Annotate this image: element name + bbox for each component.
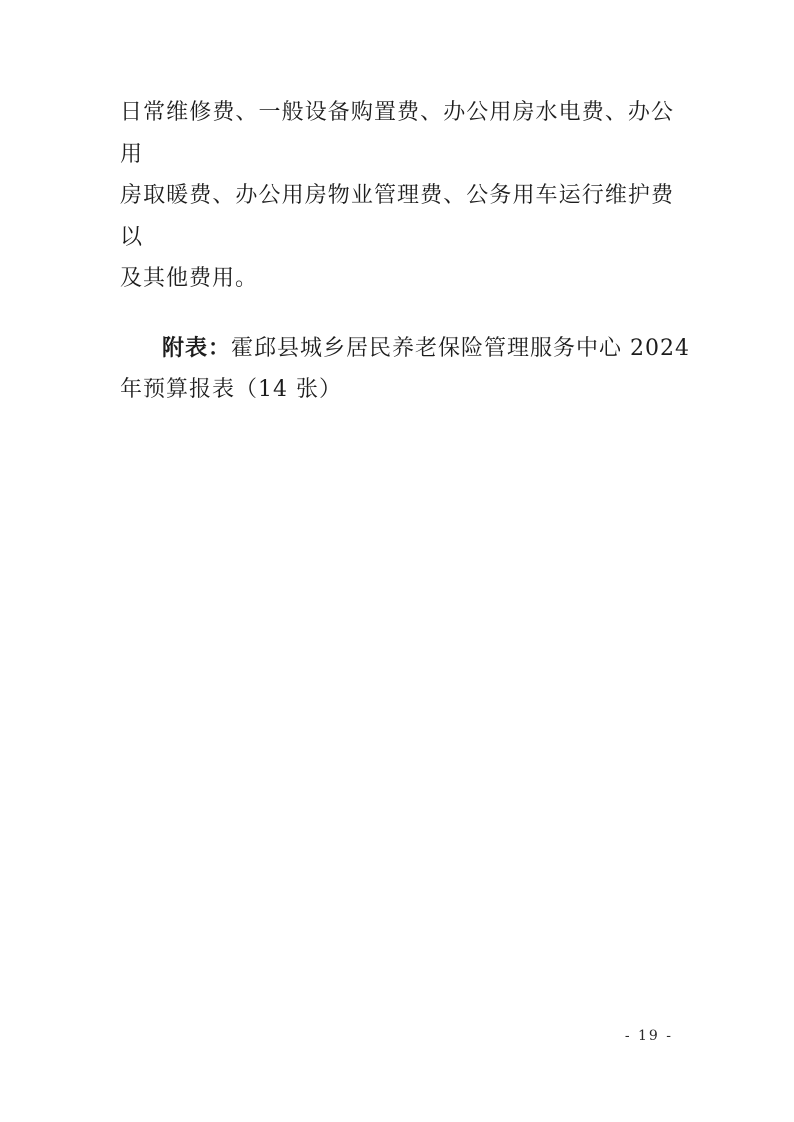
attachment-title: 霍邱县城乡居民养老保险管理服务中心 2024: [231, 335, 690, 361]
paragraph-attachment: [120, 328, 690, 411]
attachment-line-1: [120, 328, 690, 370]
expenses-line-1: 日常维修费、一般设备购置费、办公用房水电费、办公用: [120, 100, 674, 167]
attachment-label: 附表：: [162, 334, 232, 361]
expenses-line-3: 及其他费用。: [120, 266, 259, 291]
page-content: [120, 92, 690, 411]
paragraph-expenses: [120, 92, 674, 300]
page-number: - 19 -: [624, 1028, 673, 1044]
expenses-line-2: 房取暖费、办公用房物业管理费、公务用车运行维护费以: [120, 183, 674, 250]
attachment-line-2: 年预算报表（14 张）: [120, 377, 342, 402]
